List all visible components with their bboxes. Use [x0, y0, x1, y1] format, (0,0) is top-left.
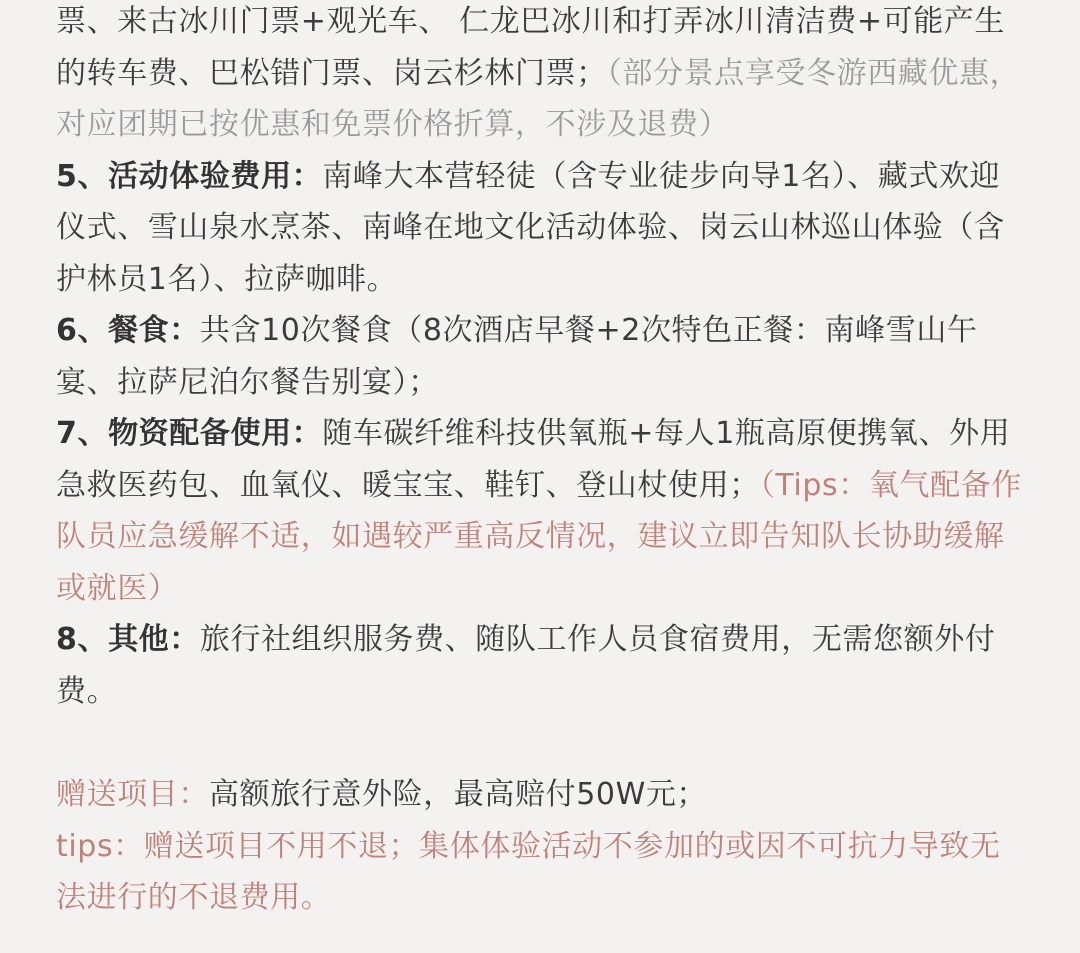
item-8-label: 8、其他：	[56, 622, 200, 657]
item-4-text: 票、来古冰川门票+观光车、 仁龙巴冰川和打弄冰川清洁费+可能产生的转车费、巴松错门票、岗云杉林门票；	[56, 4, 1006, 91]
item-4-continuation	[56, 0, 1028, 151]
item-5-label: 5、活动体验费用：	[56, 158, 323, 194]
item-7-text: 随车碳纤维科技供氧瓶+每人1瓶高原便携氧、外用急救医药包、血氧仪、暖宝宝、鞋钉、登山杖使用；	[56, 416, 1011, 503]
item-6-meals	[56, 305, 1028, 408]
item-7-label: 7、物资配备使用：	[56, 416, 323, 451]
item-8-text: 旅行社组织服务费、随队工作人员食宿费用，无需您额外付费。	[56, 622, 996, 709]
item-7-tips: （Tips：氧气配备作队员应急缓解不适，如遇较严重高反情况，建议立即告知队长协助缓解或就医）	[56, 467, 1022, 606]
gift-text: 高额旅行意外险，最高赔付50W元；	[209, 777, 708, 812]
item-8-other	[56, 614, 1028, 717]
item-5-activity-fees	[56, 151, 1028, 306]
tips-note: tips：赠送项目不用不退；集体体验活动不参加的或因不可抗力导致无法进行的不退费用。	[56, 828, 1001, 915]
item-6-label: 6、餐食：	[56, 313, 200, 348]
item-6-text: 共含10次餐食（8次酒店早餐+2次特色正餐：南峰雪山午宴、拉萨尼泊尔餐告别宴）；	[56, 313, 978, 400]
gift-label: 赠送项目：	[56, 777, 209, 812]
item-7-supplies	[56, 408, 1028, 614]
gift-items	[56, 769, 1028, 821]
section-spacer	[56, 717, 1028, 769]
item-4-note: （部分景点享受冬游西藏优惠，对应团期已按优惠和免票价格折算，不涉及退费）	[56, 55, 1021, 142]
item-5-text: 南峰大本营轻徒（含专业徒步向导1名）、藏式欢迎仪式、雪山泉水烹茶、南峰在地文化活动体验、岗云山林巡山体验（含护林员1名）、拉萨咖啡。	[56, 158, 1005, 297]
